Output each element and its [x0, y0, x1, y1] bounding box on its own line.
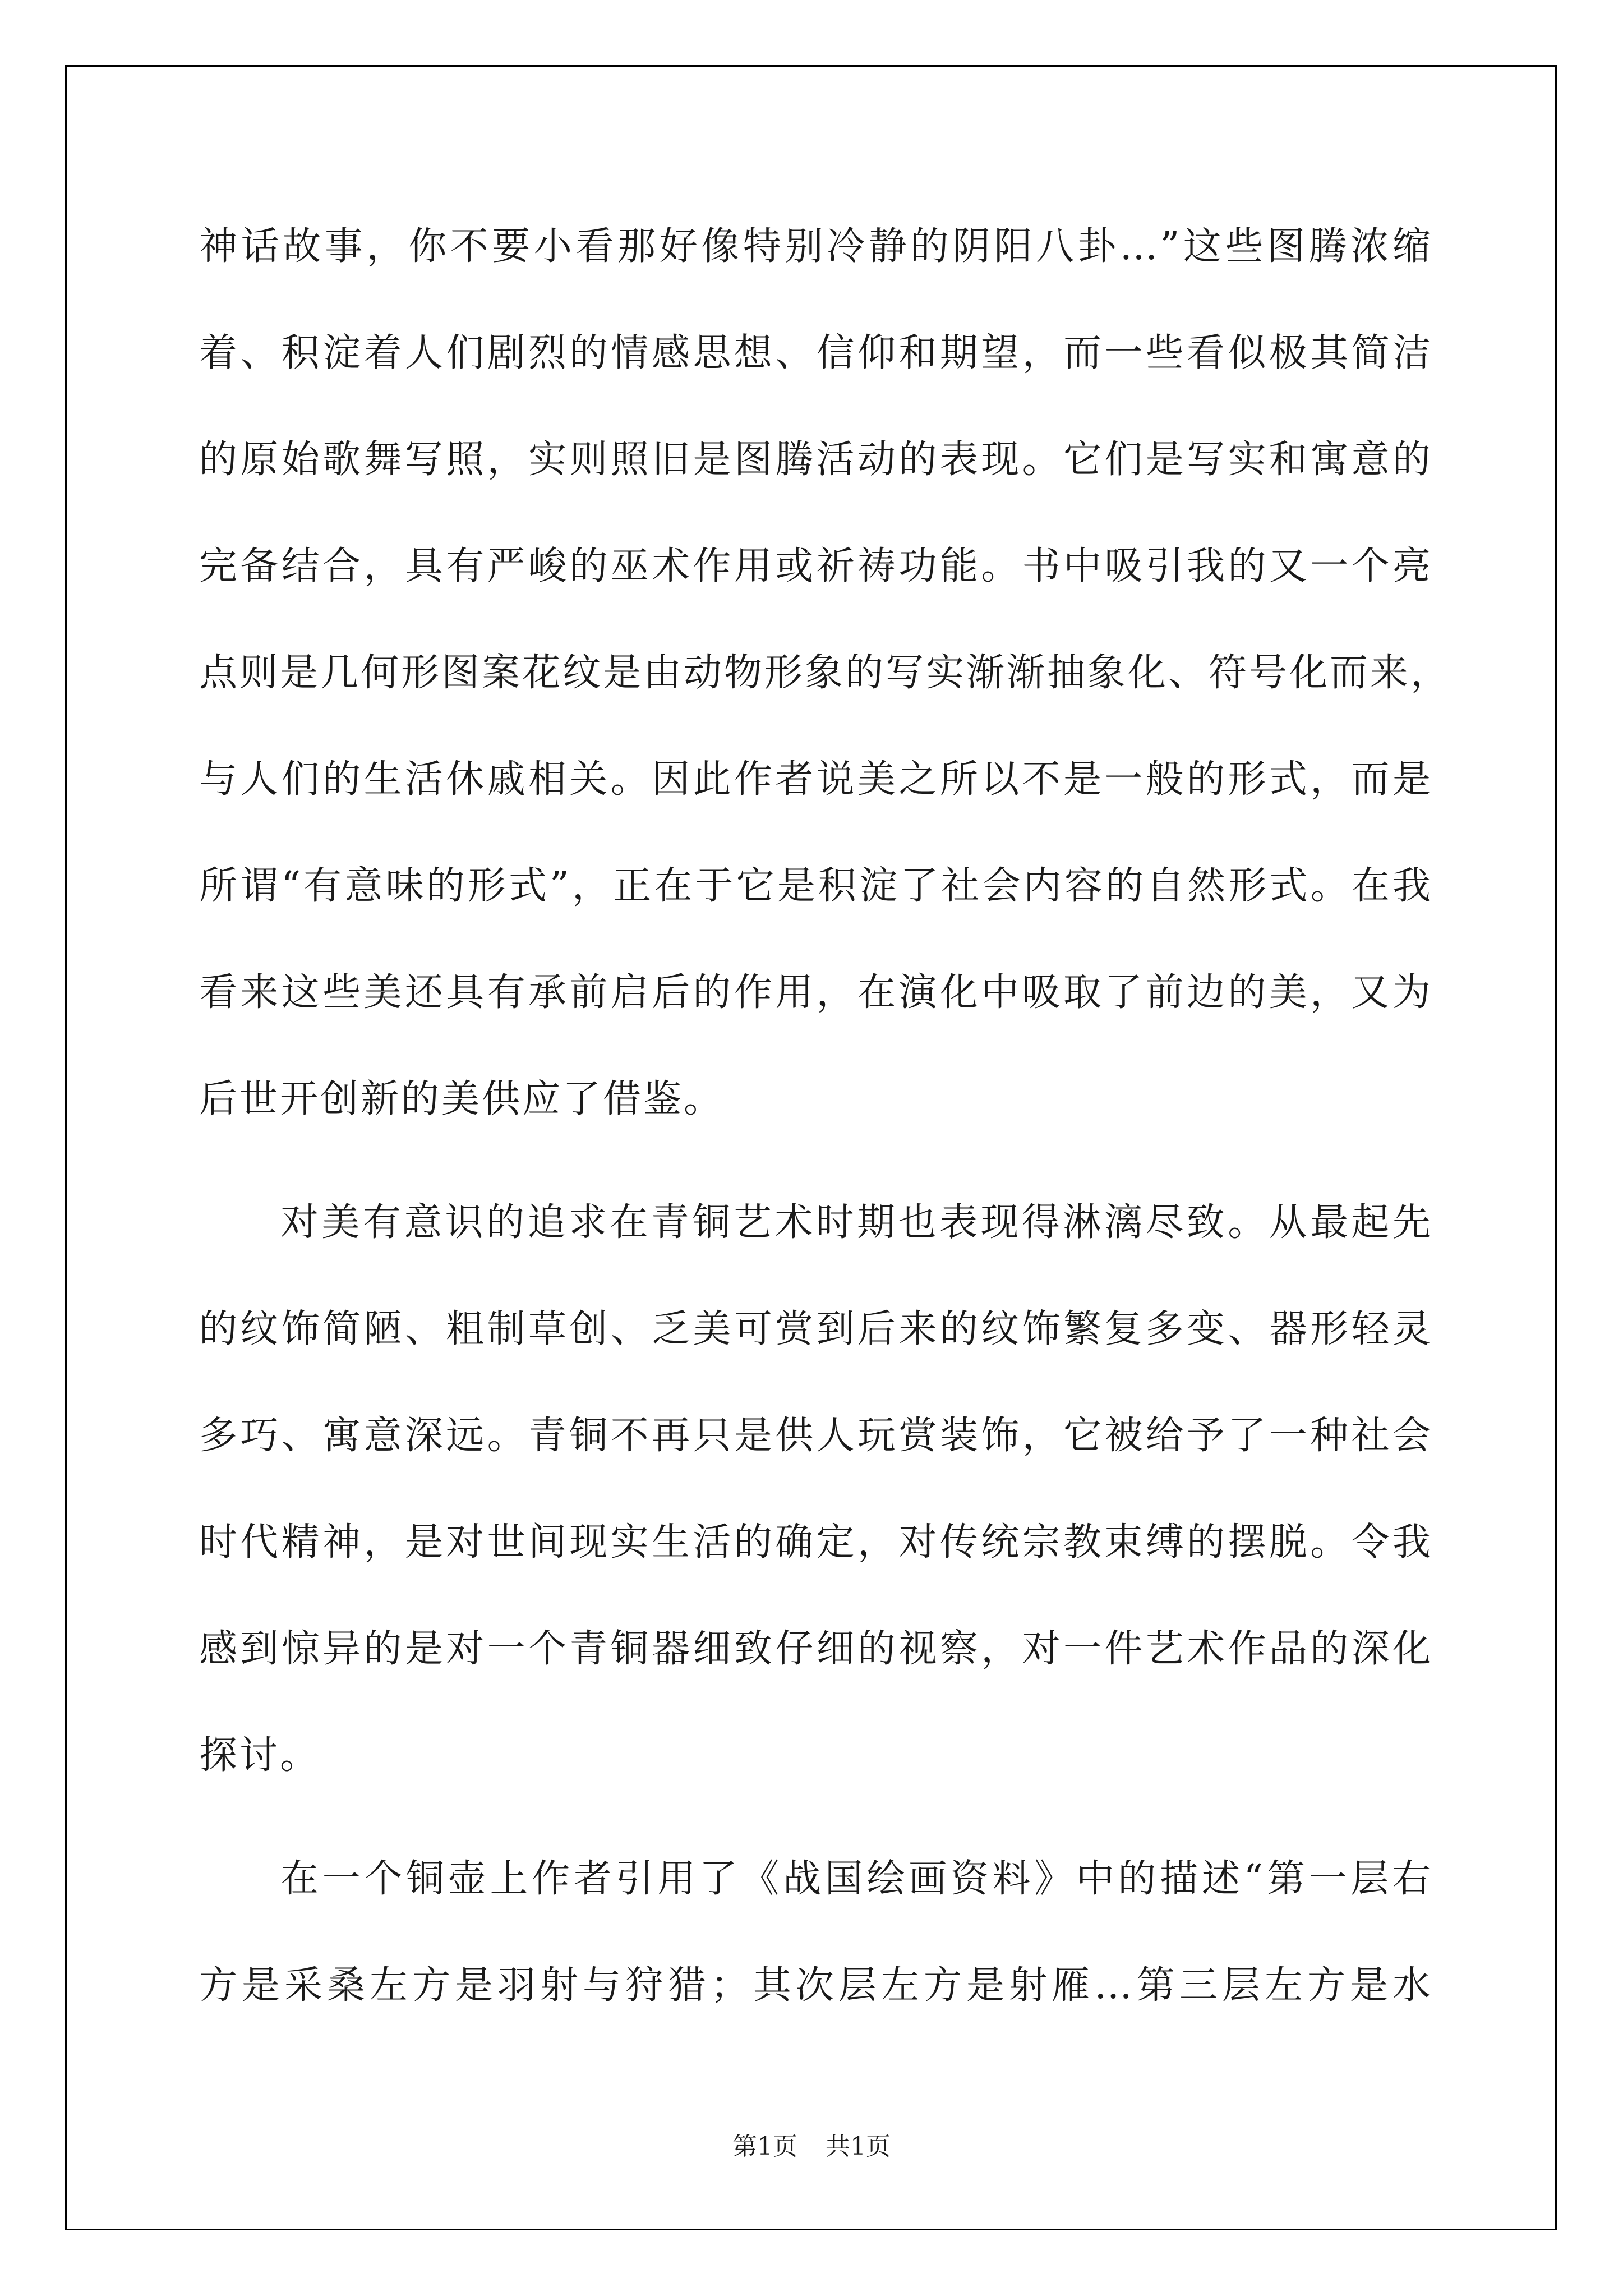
- text-line: 时代精神，是对世间现实生活的确定，对传统宗教束缚的摆脱。令我: [199, 1520, 1433, 1565]
- document-body: [199, 194, 1451, 2039]
- text-line: 的纹饰简陋、粗制草创、乏美可赏到后来的纹饰繁复多变、器形轻灵: [199, 1307, 1433, 1351]
- paragraph: [199, 1826, 1433, 2039]
- text-line: 探讨。: [199, 1733, 321, 1778]
- text-line: 点则是几何形图案花纹是由动物形象的写实渐渐抽象化、符号化而来，: [199, 651, 1451, 695]
- page-total: 共1页: [826, 2132, 891, 2161]
- text-line: 着、积淀着人们剧烈的情感思想、信仰和期望，而一些看似极其简洁: [199, 331, 1433, 375]
- paragraph: [199, 1170, 1433, 1809]
- paragraph-gap: [199, 1153, 1433, 1170]
- paragraph: [199, 194, 1451, 1153]
- text-line: 与人们的生活休戚相关。因此作者说美之所以不是一般的形式，而是: [199, 757, 1433, 802]
- paragraph-gap: [199, 1809, 1433, 1826]
- page-number: 第1页: [732, 2132, 797, 2161]
- text-line: 后世开创新的美供应了借鉴。: [199, 1077, 725, 1121]
- text-line: 对美有意识的追求在青铜艺术时期也表现得淋漓尽致。从最起先: [280, 1200, 1433, 1245]
- text-line: 完备结合，具有严峻的巫术作用或祈祷功能。书中吸引我的又一个亮: [199, 544, 1433, 588]
- text-line: 多巧、寓意深远。青铜不再只是供人玩赏装饰，它被给予了一种社会: [199, 1414, 1433, 1458]
- text-line: 所谓“有意味的形式”，正在于它是积淀了社会内容的自然形式。在我: [199, 864, 1433, 908]
- text-line: 看来这些美还具有承前启后的作用，在演化中吸取了前边的美，又为: [199, 970, 1433, 1015]
- text-line: 方是采桑左方是羽射与狩猎；其次层左方是射雁…第三层左方是水: [199, 1963, 1433, 2008]
- text-line: 的原始歌舞写照，实则照旧是图腾活动的表现。它们是写实和寓意的: [199, 438, 1433, 482]
- text-line: 神话故事，你不要小看那好像特别冷静的阴阳八卦…”这些图腾浓缩: [199, 224, 1433, 269]
- text-line: 感到惊异的是对一个青铜器细致仔细的视察，对一件艺术作品的深化: [199, 1627, 1433, 1671]
- page-footer: [0, 2126, 1623, 2162]
- text-line: 在一个铜壶上作者引用了《战国绘画资料》中的描述“第一层右: [280, 1857, 1433, 1901]
